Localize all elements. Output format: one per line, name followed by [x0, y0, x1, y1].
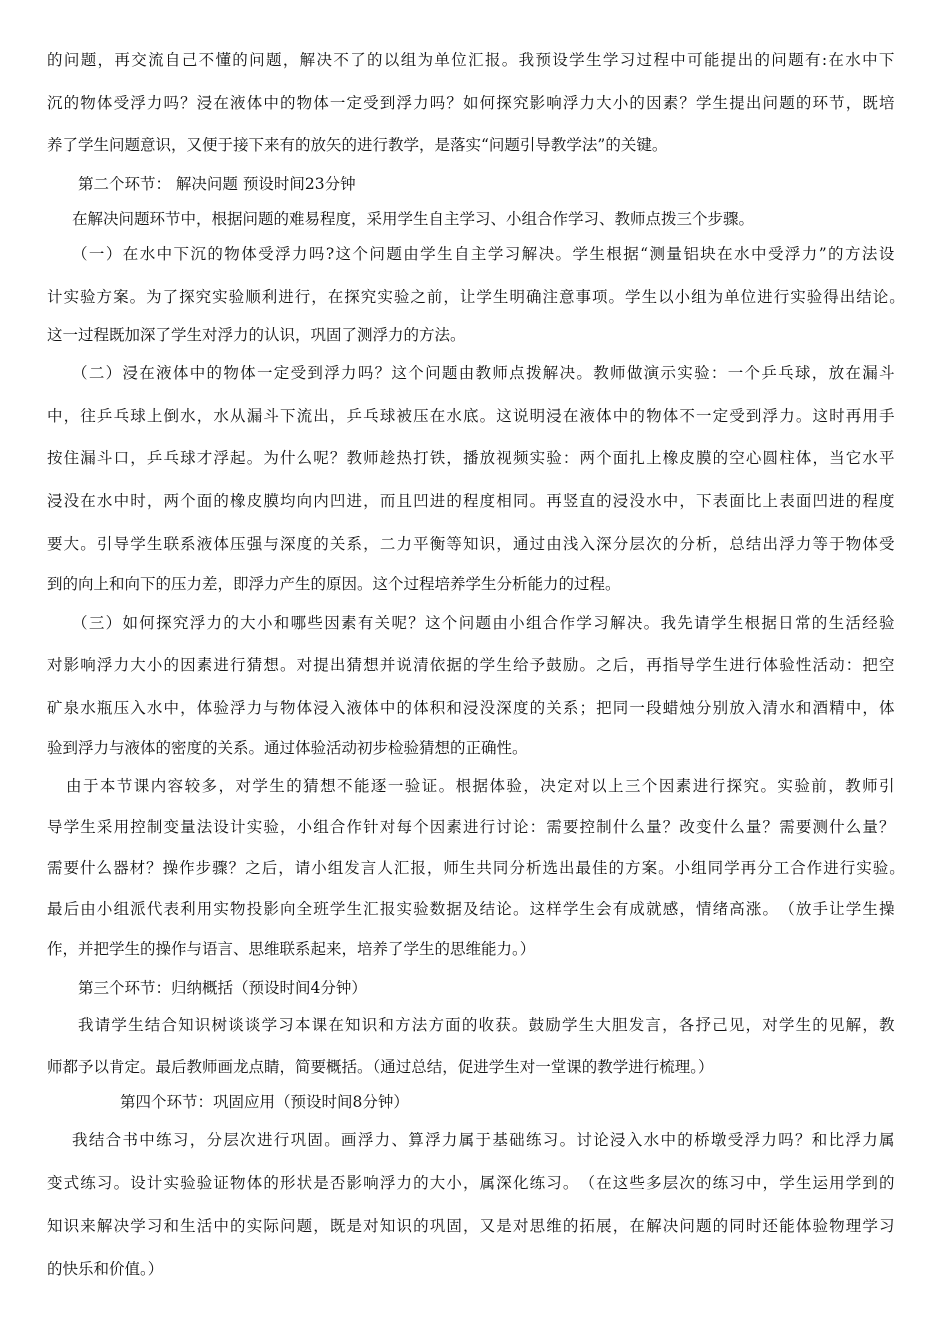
- body-text-line: 养了学生问题意识，又便于接下来有的放矢的进行教学，是落实“问题引导教学法”的关键。: [47, 136, 668, 154]
- body-text-line: （ 三 ） 如 何 探 究 浮 力 的 大 小 和 哪 些 因 素 有 关 呢 ？ 这 个 问 题 由 小 组 合 作 学 习 解 决 。 我 先 请 学 生 根 据 日 常 的 生 活 经 验: [72, 614, 895, 632]
- body-text-line: 在解决问题环节中，根据问题的难易程度，采用学生自主学习、小组合作学习、教师点拨三个步骤。: [72, 210, 755, 228]
- body-text-line: 我 结 合 书 中 练 习 ， 分 层 次 进 行 巩 固 。 画 浮 力 、 算 浮 力 属 于 基 础 练 习 。 讨 论 浸 入 水 中 的 桥 墩 受 浮 力 吗 ？ 和 比 浮 力 属: [72, 1131, 895, 1149]
- body-text-line: （ 二 ） 浸 在 液 体 中 的 物 体 一 定 受 到 浮 力 吗 ？ 这 个 问 题 由 教 师 点 拨 解 决 。 教 师 做 演 示 实 验 ： 一 个 乒 乓 球 ， 放 在 漏 斗: [72, 364, 895, 382]
- body-text-line: 的快乐和价值。）: [47, 1260, 164, 1278]
- body-text-line: 沉 的 物 体 受 浮 力 吗 ？ 浸 在 液 体 中 的 物 体 一 定 受 到 浮 力 吗 ？ 如 何 探 究 影 响 浮 力 大 小 的 因 素 ？ 学 生 提 出 问 题 的 环 节 ， 既 培: [47, 94, 895, 112]
- body-text-line: 这一过程既加深了学生对浮力的认识，巩固了测浮力的方法。: [47, 326, 466, 344]
- section-heading: 第四个环节：巩固应用（预设时间8分钟）: [120, 1093, 409, 1111]
- body-text-line: 师都予以肯定。最后教师画龙点睛，简要概括。（通过总结，促进学生对一堂课的教学进行梳理。）: [47, 1058, 714, 1076]
- body-text-line: 到的向上和向下的压力差，即浮力产生的原因。这个过程培养学生分析能力的过程。: [47, 575, 621, 593]
- body-text-line: 需 要 什 么 器 材 ？ 操 作 步 骤 ？ 之 后 ， 请 小 组 发 言 人 汇 报 ， 师 生 共 同 分 析 选 出 最 佳 的 方 案 。 小 组 同 学 再 分 工 合 作 进 行 实 验 。: [47, 859, 905, 877]
- section-heading: 第二个环节： 解决问题 预设时间23分钟: [78, 175, 356, 193]
- body-text-line: 作，并把学生的操作与语言、思维联系起来，培养了学生的思维能力。）: [47, 940, 536, 958]
- body-text-line: 的 问 题 ， 再 交 流 自 己 不 懂 的 问 题 ， 解 决 不 了 的 以 组 为 单 位 汇 报 。 我 预 设 学 生 学 习 过 程 中 可 能 提 出 的 问 题 有 : 在 水 中 下: [47, 51, 895, 69]
- body-text-line: 知 识 来 解 决 学 习 和 生 活 中 的 实 际 问 题 ， 既 是 对 知 识 的 巩 固 ， 又 是 对 思 维 的 拓 展 ， 在 解 决 问 题 的 同 时 还 能 体 验 物 理 学 习: [47, 1217, 895, 1235]
- body-text-line: 对 影 响 浮 力 大 小 的 因 素 进 行 猜 想 。 对 提 出 猜 想 并 说 清 依 据 的 学 生 给 予 鼓 励 。 之 后 ， 再 指 导 学 生 进 行 体 验 性 活 动 ： 把 空: [47, 656, 895, 674]
- body-text-line: （ 一 ） 在 水 中 下 沉 的 物 体 受 浮 力 吗 ? 这 个 问 题 由 学 生 自 主 学 习 解 决 。 学 生 根 据 “ 测 量 铝 块 在 水 中 受 浮 力 ” 的 方 法 设: [72, 245, 895, 263]
- section-heading: 第三个环节：归纳概括（预设时间4分钟）: [78, 979, 367, 997]
- body-text-line: 验到浮力与液体的密度的关系。通过体验活动初步检验猜想的正确性。: [47, 739, 528, 757]
- body-text-line: 计 实 验 方 案 。 为 了 探 究 实 验 顺 利 进 行 ， 在 探 究 实 验 之 前 ， 让 学 生 明 确 注 意 事 项 。 学 生 以 小 组 为 单 位 进 行 实 验 得 出 结 论 。: [47, 288, 905, 306]
- body-text-line: 中 ， 往 乒 乓 球 上 倒 水 ， 水 从 漏 斗 下 流 出 ， 乒 乓 球 被 压 在 水 底 。 这 说 明 浸 在 液 体 中 的 物 体 不 一 定 受 到 浮 力 。 这 时 再 用 手: [47, 407, 895, 425]
- body-text-line: 浸 没 在 水 中 时 ， 两 个 面 的 橡 皮 膜 均 向 内 凹 进 ， 而 且 凹 进 的 程 度 相 同 。 再 竖 直 的 浸 没 水 中 ， 下 表 面 比 上 表 面 凹 进 的 程 度: [47, 492, 895, 510]
- body-text-line: 导 学 生 采 用 控 制 变 量 法 设 计 实 验 ， 小 组 合 作 针 对 每 个 因 素 进 行 讨 论 ： 需 要 控 制 什 么 量 ？ 改 变 什 么 量 ？ 需 要 测 什 么 量 ？: [47, 818, 895, 836]
- body-text-line: 最 后 由 小 组 派 代 表 利 用 实 物 投 影 向 全 班 学 生 汇 报 实 验 数 据 及 结 论 。 这 样 学 生 会 有 成 就 感 ， 情 绪 高 涨 。 （ 放 手 让 学 生 操: [47, 900, 895, 918]
- body-text-line: 按 住 漏 斗 口 ， 乒 乓 球 才 浮 起 。 为 什 么 呢 ？ 教 师 趁 热 打 铁 ， 播 放 视 频 实 验 ： 两 个 面 扎 上 橡 皮 膜 的 空 心 圆 柱 体 ， 当 它 水 平: [47, 449, 895, 467]
- body-text-line: 要 大 。 引 导 学 生 联 系 液 体 压 强 与 深 度 的 关 系 ， 二 力 平 衡 等 知 识 ， 通 过 由 浅 入 深 分 层 次 的 分 析 ， 总 结 出 浮 力 等 于 物 体 受: [47, 535, 895, 553]
- body-text-line: 矿 泉 水 瓶 压 入 水 中 ， 体 验 浮 力 与 物 体 浸 入 液 体 中 的 体 积 和 浸 没 深 度 的 关 系 ； 把 同 一 段 蜡 烛 分 别 放 入 清 水 和 酒 精 中 ， 体: [47, 699, 895, 717]
- body-text-line: 变 式 练 习 。 设 计 实 验 验 证 物 体 的 形 状 是 否 影 响 浮 力 的 大 小 ， 属 深 化 练 习 。 （ 在 这 些 多 层 次 的 练 习 中 ， 学 生 运 用 学 到 的: [47, 1174, 895, 1192]
- body-text-line: 由 于 本 节 课 内 容 较 多 ， 对 学 生 的 猜 想 不 能 逐 一 验 证 。 根 据 体 验 ， 决 定 对 以 上 三 个 因 素 进 行 探 究 。 实 验 前 ， 教 师 引: [66, 777, 895, 795]
- body-text-line: 我 请 学 生 结 合 知 识 树 谈 谈 学 习 本 课 在 知 识 和 方 法 方 面 的 收 获 。 鼓 励 学 生 大 胆 发 言 ， 各 抒 己 见 ， 对 学 生 的 见 解 ， 教: [78, 1016, 895, 1034]
